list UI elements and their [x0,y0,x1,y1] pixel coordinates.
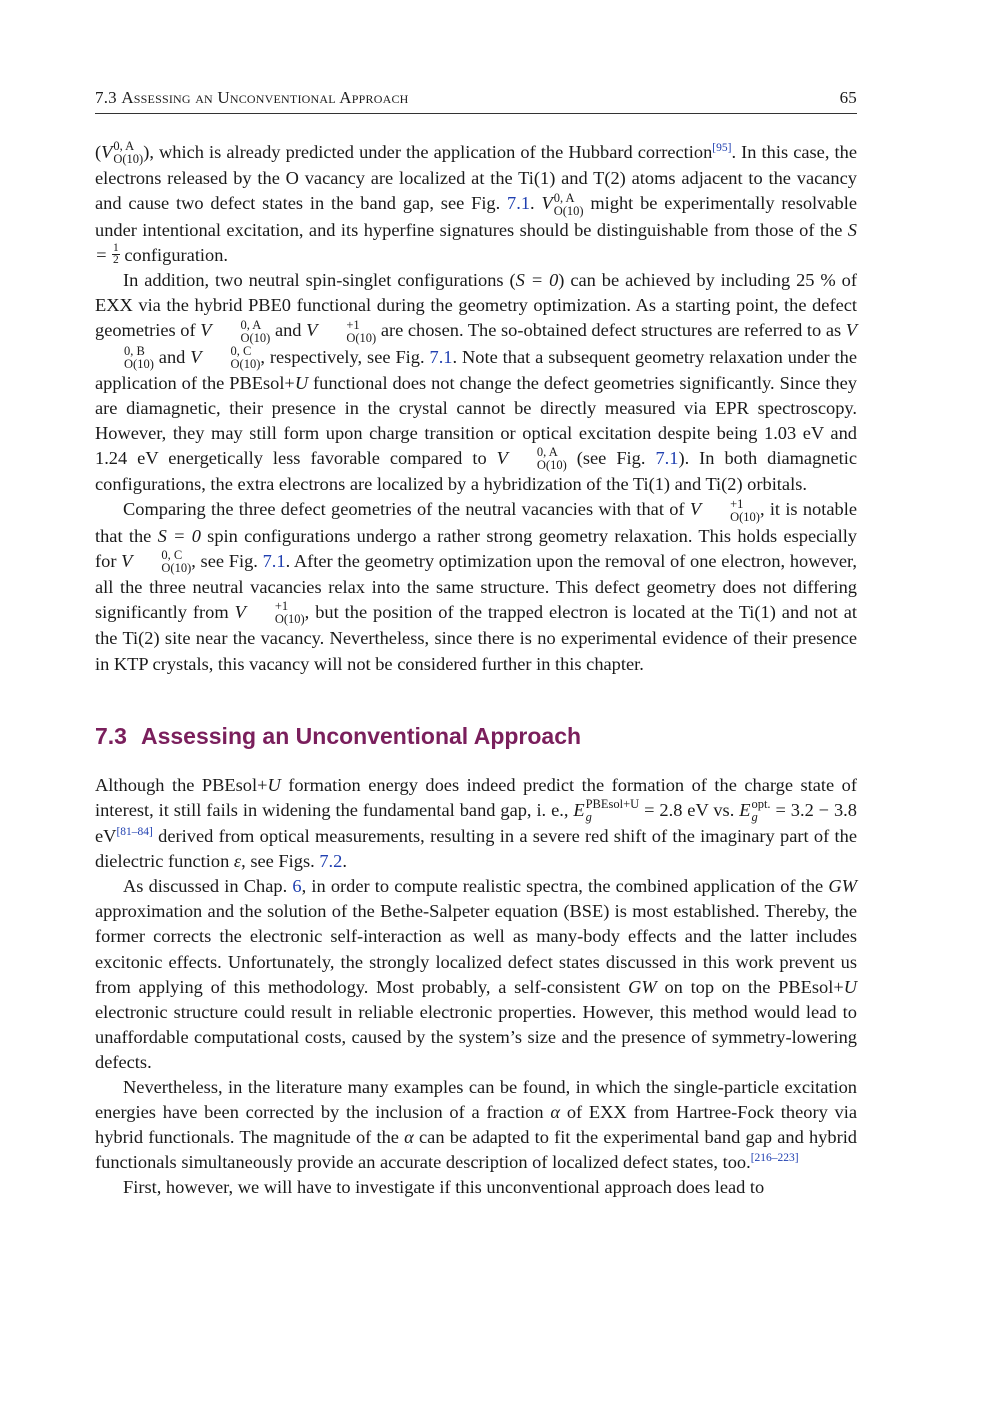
math-v-o10-0a: V 0, A O(10) [496,445,567,473]
math-fraction-half: $\frac{1}{2}$ [113,242,119,267]
math-v-o10-plus1: V +1 O(10) [306,317,377,345]
paragraph: Comparing the three defect geometries of the neutral vacancies with that of V +1 O(10) , it is notable that the S = 0 spin configurations undergo a rather strong geometry relaxation. This holds especially for V 0, C O(10) , see Fig. 7.1. After the geometry optimization upon the removal of one electron, however, all the three neutral vacancies relax into the same structure. This defect geometry does not differing significantly from V +1 O(10) , but the position of the trapped electron is located at the Ti(1) and not at the Ti(2) site near the vacancy. Nevertheless, since there is no experimental evidence of their presence in KTP crystals, this vacancy will not be considered further in this chapter. [95,496,858,674]
citation-link[interactable]: [95] [712,142,732,154]
math-v-o10-0c: V 0, C O(10) [190,343,261,371]
running-header [95,88,857,114]
paragraph: In addition, two neutral spin-singlet configurations (S = 0) can be achieved by including 25 % of EXX via the hybrid PBE0 functional during the geometry optimization. As a starting point, the defect geometries of V 0, A O(10) and V +1 O(10) are chosen. The so-obtained defect structures are referred to as V 0, B O(10) and V 0, C O(10) , respectively, see Fig. 7.1. Note that a subsequent geometry relaxation under the application of the PBEsol+U functional does not change the defect geometries significantly. Since they are diamagnetic, their presence in the crystal cannot be directly measured via EPR spectroscopy. However, they may still form upon charge transition or optical excitation despite being 1.03 eV and 1.24 eV energetically less favorable compared to V 0, A O(10) (see Fig. 7.1). In both diamagnetic configurations, the extra electrons are localized by a hybridization of the Ti(1) and Ti(2) orbitals. [95,270,858,495]
math-gw: GW [828,876,857,897]
section-title: Assessing an Unconventional Approach [140,722,582,749]
page-number: 65 [839,88,857,107]
figure-ref-link[interactable]: 7.1 [507,193,531,214]
header-section-title: Assessing an Unconventional Approach [121,88,409,107]
math-s-zero: S = 0 [515,270,559,291]
running-header-title [95,88,409,108]
math-alpha: α [550,1102,561,1123]
section-heading [95,721,857,751]
math-alpha: α [404,1127,414,1148]
figure-ref-link[interactable]: 7.1 [655,448,679,469]
figure-ref-link[interactable]: 7.1 [262,550,286,571]
math-s: S = [95,219,857,265]
math-v-o10-plus1: V +1 O(10) [234,599,305,627]
paragraph: Nevertheless, in the literature many examples can be found, in which the single-particle excitation energies have been corrected by the inclusion of a fraction α of EXX from Hartree-Fock theory via hybrid functionals. The magnitude of the α can be adapted to fit the experimental band gap and hybrid functionals simultaneously provide an accurate description of localized defect states, too.[216–223] [95,1076,857,1173]
figure-ref-link[interactable]: 7.1 [429,346,453,367]
math-v-o10-0a: V 0, A O(10) [101,139,144,167]
math-gw: GW [628,976,657,997]
section-number: 7.3 [95,722,127,749]
math-v-o10-0a: V 0, A O(10) [200,317,271,345]
math-epsilon: ε [233,851,242,872]
paragraph: Although the PBEsol+U formation energy does indeed predict the formation of the charge state of interest, it still fails in widening the fundamental band gap, i. e., E PBEsol+U g = 2.8 eV vs. E opt. g = 3.2 − 3.8 eV[81–84] derived from optical measurements, resulting in a severe red shift of the imaginary part of the dielectric function ε, see Figs. 7.2. [95,774,857,872]
paragraph: (V 0, A O(10) ), which is already predicted under the application of the Hubbard correction[95]. In this case, the electrons released by the O vacancy are localized at the Ti(1) and T(2) atoms adjacent to the vacancy and cause two defect states in the band gap, see Fig. 7.1. V 0, A O(10) might be experimentally resolvable under intentional excitation, and its hyperfine signatures should be distinguishable from those of the S = $\frac{1}{2}$ configuration. [95,139,857,267]
header-section-number: 7.3 [95,88,117,107]
math-e-g-opt: E opt. g [739,797,771,825]
math-v-o10-0c: V 0, C O(10) [121,548,192,576]
math-e-g-pbesol: E PBEsol+U g [573,797,640,825]
figure-ref-link[interactable]: 7.2 [319,851,343,872]
math-v-o10-plus1: V +1 O(10) [689,496,760,524]
body-text [95,140,857,1200]
math-s-zero: S = 0 [157,525,201,546]
chapter-ref-link[interactable]: 6 [292,876,302,897]
citation-link[interactable]: [81–84] [116,826,153,839]
paragraph: First, however, we will have to investigate if this unconventional approach does lead to [123,1177,765,1198]
paragraph: As discussed in Chap. 6, in order to compute realistic spectra, the combined application of the GW approximation and the solution of the Bethe-Salpeter equation (BSE) is most established. Thereby, the former corrects the electronic self-interaction as well as many-body effects and the latter includes excitonic effects. Unfortunately, the strongly localized defect states discussed in this work prevent us from applying of this methodology. Most probably, a self-consistent GW on top on the PBEsol+U electronic structure could result in reliable electronic properties. However, this method would lead to unaffordable computational costs, caused by the system’s size and the presence of symmetry-lowering defects. [95,876,857,1072]
math-v-o10-0b: V 0, B O(10) [124,320,858,371]
math-v-o10-0a: V 0, A O(10) [541,190,584,218]
citation-link[interactable]: [216–223] [750,1152,799,1165]
